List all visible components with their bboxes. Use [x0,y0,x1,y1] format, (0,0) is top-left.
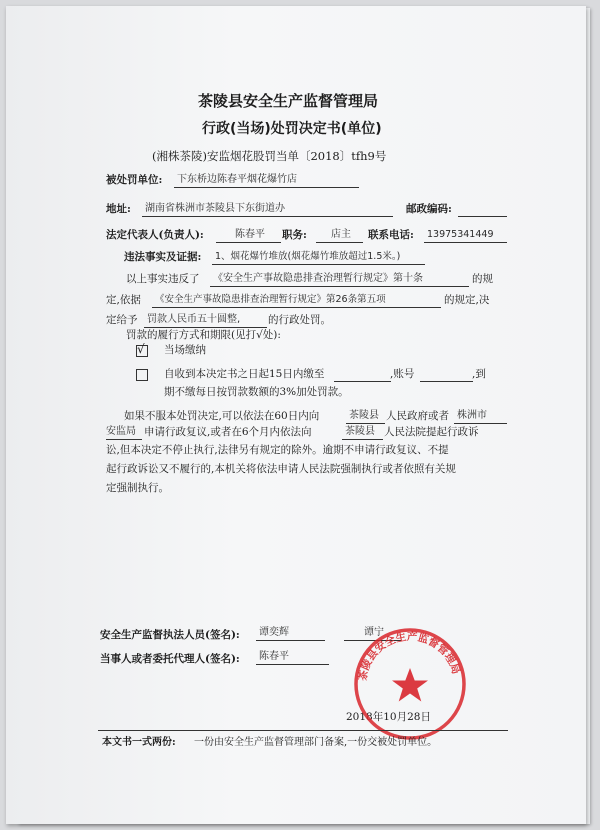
appeal-city: 株洲市 [454,409,507,424]
account-blank [420,367,473,382]
address-value: 湖南省株洲市茶陵县下东街道办 [142,202,393,217]
officer-signature-1: 谭奕辉 [256,626,325,641]
para1-a: 以上事实违反了 [126,273,200,285]
footer-divider [98,730,508,731]
penalty-value: 罚款人民币五十圆整, [144,313,267,328]
appeal-bureau: 安监局 [106,425,142,440]
appeal-gov: 茶陵县 [346,409,385,424]
para1-c: 的规 [472,273,493,285]
document-title: 行政(当场)处罚决定书(单位) [202,121,382,137]
officer-signature-2: 谭宁 [344,626,401,641]
party-signature: 陈春平 [256,650,329,665]
payment-heading: 罚款的履行方式和期限(见打√处): [126,329,281,341]
rep-value: 陈春平 [216,228,281,243]
para3-c: 的行政处罚。 [268,314,331,326]
address-label: 地址: [106,203,131,215]
option-onsite-checkbox[interactable] [136,342,148,357]
agency-name: 茶陵县安全生产监督管理局 [198,92,379,110]
position-value: 店主 [316,228,363,243]
appeal-3: 讼,但本决定不停止执行,法律另有规定的除外。逾期不申请行政复议、不提 [106,444,449,456]
option-bank-checkbox[interactable] [136,369,148,381]
position-label: 职务: [282,229,307,241]
copies-text: 一份由安全生产监督管理部门备案,一份交被处罚单位。 [194,737,438,748]
appeal-1a: 如果不服本处罚决定,可以依法在60日内向 [124,410,320,422]
postcode-value [458,202,507,217]
unit-label: 被处罚单位: [106,174,163,186]
option-bank-a: 自收到本决定书之日起15日内缴至 [164,368,325,380]
decision-date: 2018年10月28日 [346,711,431,723]
officer-label: 安全生产监督执法人员(签名): [100,629,240,641]
appeal-court: 茶陵县 [342,425,383,440]
party-sign-label: 当事人或者委托代理人(签名): [100,653,240,665]
seal-text: 茶陵县安全生产监督管理局 [356,630,462,682]
para2-a: 定,依据 [106,294,141,306]
option-bank-line2: 期不缴每日按罚款数额的3%加处罚款。 [164,386,349,398]
appeal-2b: 申请行政复议,或者在6个月内依法向 [144,426,312,438]
unit-value: 下东桥边陈春平烟花爆竹店 [174,173,359,188]
para1-rule: 《安全生产事故隐患排查治理暂行规定》第十条 [210,272,469,287]
option-onsite-label: 当场缴纳 [164,344,206,356]
postcode-label: 邮政编码: [406,203,452,215]
official-seal-icon [352,626,468,742]
violation-value: 1、烟花爆竹堆放(烟花爆竹堆放超过1.5米。) [212,250,425,265]
para2-rule: 《安全生产事故隐患排查治理暂行规定》第26条第五项 [152,293,441,308]
document-page [6,6,586,824]
appeal-5: 定强制执行。 [106,482,169,494]
appeal-1b: 人民政府或者 [386,410,449,422]
phone-label: 联系电话: [368,229,414,241]
document-number: (湘株茶陵)安监烟花股罚当单〔2018〕tfh9号 [152,149,387,163]
rep-label: 法定代表人(负责人): [106,229,204,241]
violation-label: 违法事实及证据: [124,251,202,263]
appeal-2c: 人民法院提起行政诉 [384,426,479,438]
para3-a: 定给予 [106,314,138,326]
option-bank-c: ,到 [472,368,486,380]
para2-c: 的规定,决 [444,294,490,306]
phone-value: 13975341449 [424,228,507,243]
bank-name-blank [334,367,391,382]
appeal-4: 起行政诉讼又不履行的,本机关将依法申请人民法院强制执行或者依照有关规 [106,463,456,475]
check-mark-icon: √ [137,342,145,356]
copies-label: 本文书一式两份: [102,737,176,748]
option-bank-b: ,账号 [390,368,415,380]
